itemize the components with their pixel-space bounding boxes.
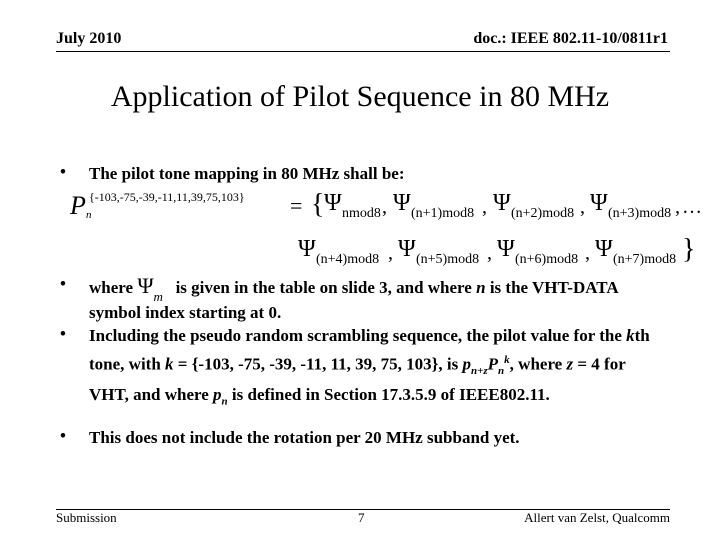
bullet-3-pn-sub: n	[221, 395, 228, 408]
header-rule	[56, 51, 670, 52]
bullet-3-P: P	[487, 354, 499, 374]
bullet-2-text	[89, 274, 669, 325]
inline-psi-symbol: Ψ	[137, 273, 154, 298]
bullet-3-p: p	[462, 354, 471, 374]
formula-lhs-P: P	[70, 191, 86, 220]
footer-submission: Submission	[56, 510, 117, 525]
footer-author: Allert van Zelst, Qualcomm	[524, 510, 670, 525]
bullet-3-part-b: th tone, with	[89, 326, 650, 374]
bullet-3-k2: k	[165, 354, 174, 374]
bullet-3-part-e: = 4 for VHT, and where	[89, 354, 626, 405]
psi-symbol: Ψ	[595, 236, 613, 262]
psi-symbol: Ψ	[398, 236, 416, 262]
psi-subscript: (n+4)mod8	[316, 252, 380, 267]
psi-subscript: (n+1)mod8	[411, 206, 475, 221]
psi-subscript: (n+7)mod8	[613, 252, 677, 267]
bullet-3-p-sub: n+z	[470, 365, 488, 378]
bullet-3-k: k	[626, 326, 635, 345]
bullet-marker: •	[60, 426, 66, 445]
psi-subscript: (n+6)mod8	[515, 252, 579, 267]
header-doc-id: doc.: IEEE 802.11-10/0811r1	[473, 30, 668, 47]
psi-subscript: (n+5)mod8	[416, 252, 480, 267]
header-date: July 2010	[56, 30, 122, 47]
formula-lhs-subscript: n	[86, 209, 92, 221]
psi-symbol: Ψ	[324, 190, 342, 216]
bullet-3-part-d: , where	[509, 354, 563, 374]
formula-ellipsis: …	[682, 196, 702, 218]
psi-symbol: Ψ	[497, 236, 515, 262]
bullet-3-P-sup: k	[504, 354, 510, 366]
bullet-marker: •	[60, 162, 66, 181]
bullet-3-P-sub: n	[498, 365, 505, 378]
bullet-2-end: is the VHT-DATA symbol index starting at 0.	[89, 278, 618, 322]
psi-subscript: (n+2)mod8	[511, 206, 575, 221]
formula-comma: ,	[675, 196, 680, 218]
inline-psi-subscript: m	[153, 289, 163, 304]
formula-comma: ,	[580, 196, 585, 218]
bullet-3-z: z	[566, 354, 574, 374]
formula-comma: ,	[382, 196, 387, 218]
bullet-3-part-f: is defined in Section 17.3.5.9 of IEEE802.11.	[231, 385, 550, 405]
formula-equals: =	[290, 193, 303, 218]
inline-psi-m	[137, 273, 171, 304]
formula-comma: ,	[388, 242, 393, 264]
bullet-3-text	[89, 324, 669, 413]
psi-symbol: Ψ	[493, 190, 511, 216]
bullet-3-part-c: = {-103, -75, -39, -11, 11, 39, 75, 103}, is	[177, 354, 459, 374]
bullet-1-text: The pilot tone mapping in 80 MHz shall be:	[89, 164, 405, 183]
psi-symbol: Ψ	[298, 236, 316, 262]
bullet-4-text: This does not include the rotation per 20 MHz subband yet.	[89, 428, 520, 447]
footer-page-number: 7	[358, 510, 365, 525]
formula-comma: ,	[585, 242, 590, 264]
formula-lhs-superscript: {-103,-75,-39,-11,11,39,75,103}	[89, 190, 245, 204]
formula-comma: ,	[487, 242, 492, 264]
psi-subscript: nmod8	[342, 206, 381, 221]
psi-symbol: Ψ	[393, 190, 411, 216]
bullet-2-n: n	[476, 278, 486, 297]
bullet-2-lead: where	[89, 278, 134, 297]
bullet-3-part-a: Including the pseudo random scrambling sequence, the pilot value for the	[89, 326, 622, 345]
bullet-2-mid: is given in the table on slide 3, and where	[175, 278, 472, 297]
bullet-marker: •	[60, 274, 66, 293]
psi-subscript: (n+3)mod8	[608, 206, 672, 221]
bullet-3-pn: p	[213, 385, 222, 405]
formula-close-brace: }	[682, 234, 696, 265]
psi-symbol: Ψ	[590, 190, 608, 216]
formula-open-brace: {	[311, 189, 325, 220]
bullet-marker: •	[60, 324, 66, 343]
formula-comma: ,	[482, 196, 487, 218]
slide-title: Application of Pilot Sequence in 80 MHz	[110, 80, 610, 113]
